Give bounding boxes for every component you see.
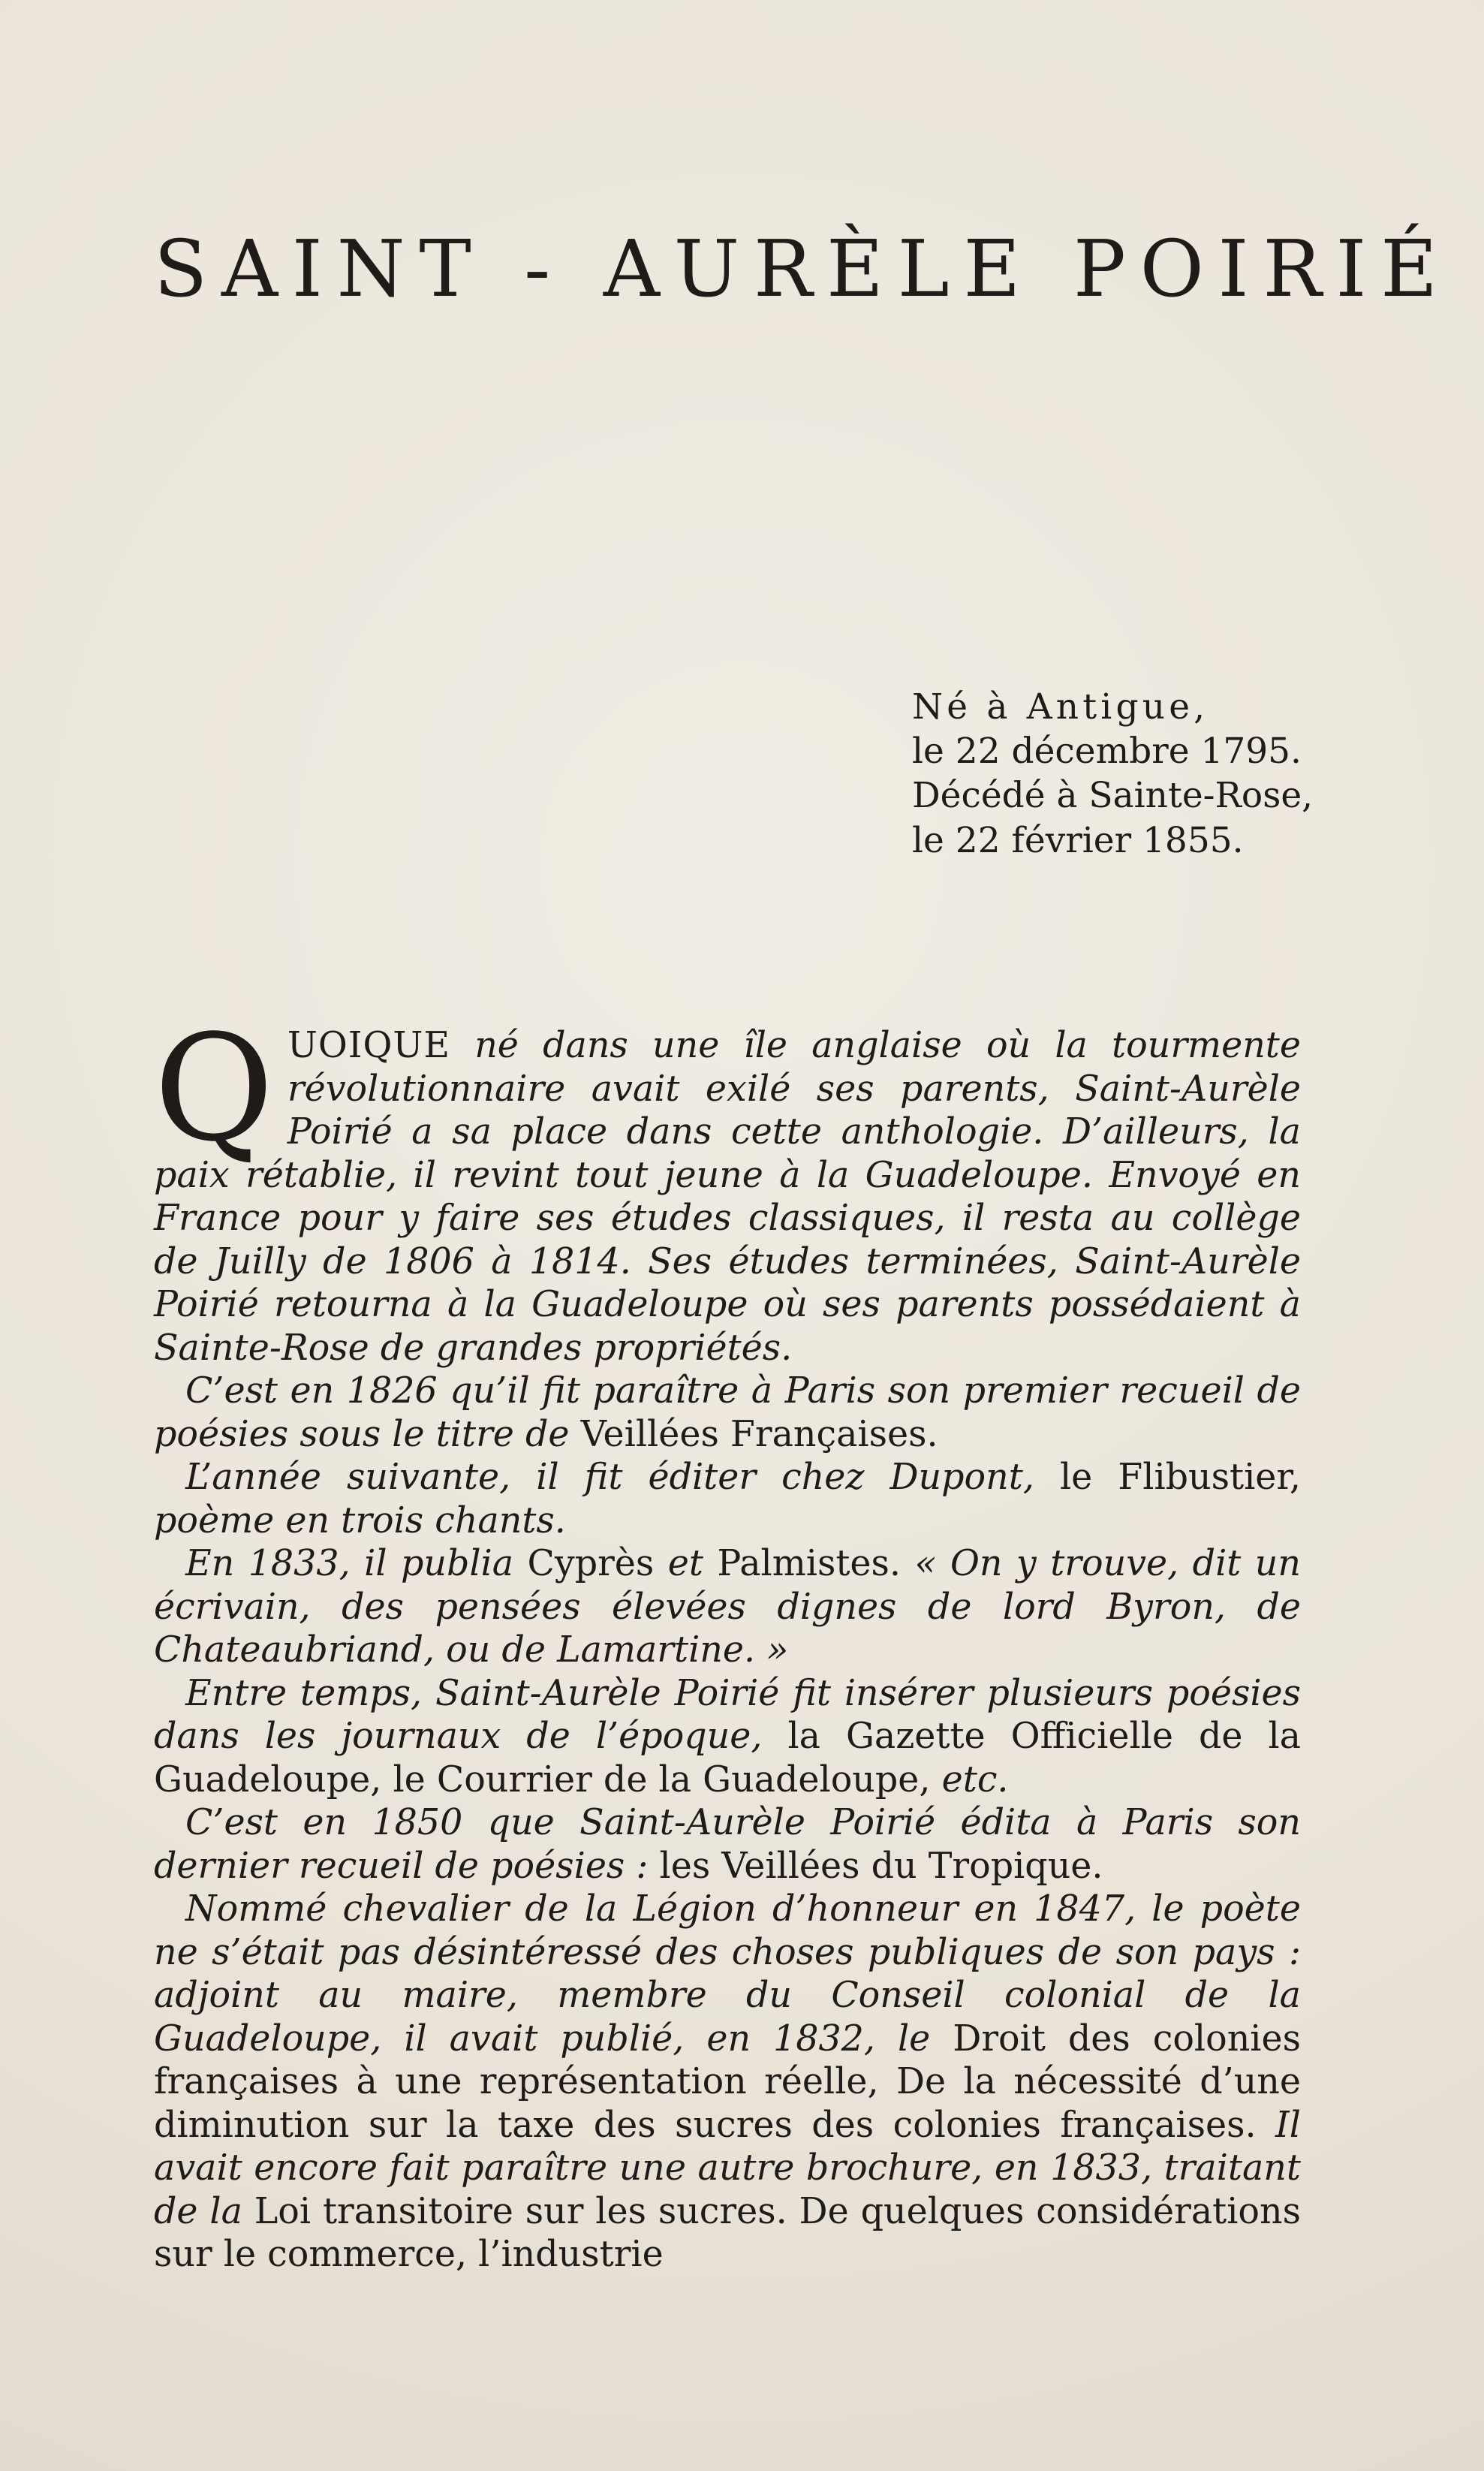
birth-death-block (912, 685, 1332, 863)
book-title-veillees-francaises: Veillées Françaises. (580, 1413, 938, 1455)
page-title: SAINT - AURÈLE POIRIÉ (154, 222, 1452, 315)
paragraph-2-ending: poème en trois chants. (154, 1499, 566, 1541)
paragraph-5-text: C’est en 1850 que Saint-Aurèle Poirié édita à Paris son dernier recueil de poésies : (154, 1802, 1301, 1887)
publication-titles: Droit des colonies françaises à une représentation réelle, De la nécessité d’une diminution sur la taxe des sucres des colonies françaises. (154, 2017, 1301, 2146)
paragraph-flibustier (154, 1456, 1301, 1542)
paragraph-cypres-palmistes (154, 1542, 1301, 1672)
death-place: Décédé à Sainte-Rose, (912, 775, 1314, 817)
publication-titles-continued: Loi transitoire sur les sucres. De quelques considérations sur le commerce, l’industrie (154, 2190, 1301, 2275)
intro-small-caps: UOIQUE (287, 1025, 450, 1066)
intro-text: né dans une île anglaise où la tourmente révolutionnaire avait exilé ses parents, Saint-Aurèle Poirié a sa place dans cette anthologie. D’ailleurs, la paix rétablie, il revint tout jeune à la Guadeloupe. Envoyé en France pour y faire ses études classiques, il resta au collège de Juilly de 1806 à 1814. Ses études terminées, Saint-Aurèle Poirié retourna à la Guadeloupe où ses parents possédaient à Sainte-Rose de grandes propriétés. (154, 1025, 1301, 1369)
paragraph-public-life (154, 1888, 1301, 2277)
paragraph-last-collection (154, 1801, 1301, 1888)
intro-paragraph (154, 1003, 1301, 1370)
paragraph-journals (154, 1672, 1301, 1802)
paragraph-3-quote: « On y trouve, dit un écrivain, des pensées élevées dignes de lord Byron, de Chateaubriand, ou de Lamartine. » (154, 1543, 1301, 1671)
book-title-veillees-tropique: les Veillées du Tropique. (659, 1845, 1103, 1887)
paragraph-4-etc: etc. (941, 1758, 1009, 1801)
book-title-palmistes: Palmistes. (717, 1543, 902, 1584)
paragraph-4-text: Entre temps, Saint-Aurèle Poirié fit insérer plusieurs poésies dans les journaux de l’époque, (154, 1672, 1301, 1757)
paragraph-first-collection (154, 1370, 1301, 1456)
book-title-flibustier: le Flibustier, (1059, 1457, 1301, 1498)
journal-titles: la Gazette Officielle de la Guadeloupe, le Courrier de la Guadeloupe, (154, 1716, 1301, 1801)
paragraph-1-text: C’est en 1826 qu’il fit paraître à Paris son premier recueil de poésies sous le titre de (154, 1370, 1301, 1455)
birth-place: Né à Antigue, (912, 686, 1209, 728)
paragraph-2-text: L’année suivante, il fit éditer chez Dupont, (185, 1457, 1060, 1498)
birth-date: le 22 décembre 1795. (912, 731, 1302, 773)
drop-cap: Q (154, 1003, 274, 1174)
death-date: le 22 février 1855. (912, 819, 1244, 861)
paragraph-6-middle: Il avait encore fait paraître une autre brochure, en 1833, traitant de la (154, 2104, 1301, 2232)
paragraph-3-text: En 1833, il publia (185, 1543, 528, 1584)
paragraph-6-text: Nommé chevalier de la Légion d’honneur en 1847, le poète ne s’était pas désintéressé des choses publiques de son pays : adjoint au maire, membre du Conseil colonial de la Guadeloupe, il avait publié, en 1832, le (154, 1888, 1301, 2060)
book-title-cypres: Cyprès (527, 1543, 668, 1584)
paragraph-3-connector: et (667, 1543, 718, 1584)
biography-text (154, 1003, 1301, 2277)
